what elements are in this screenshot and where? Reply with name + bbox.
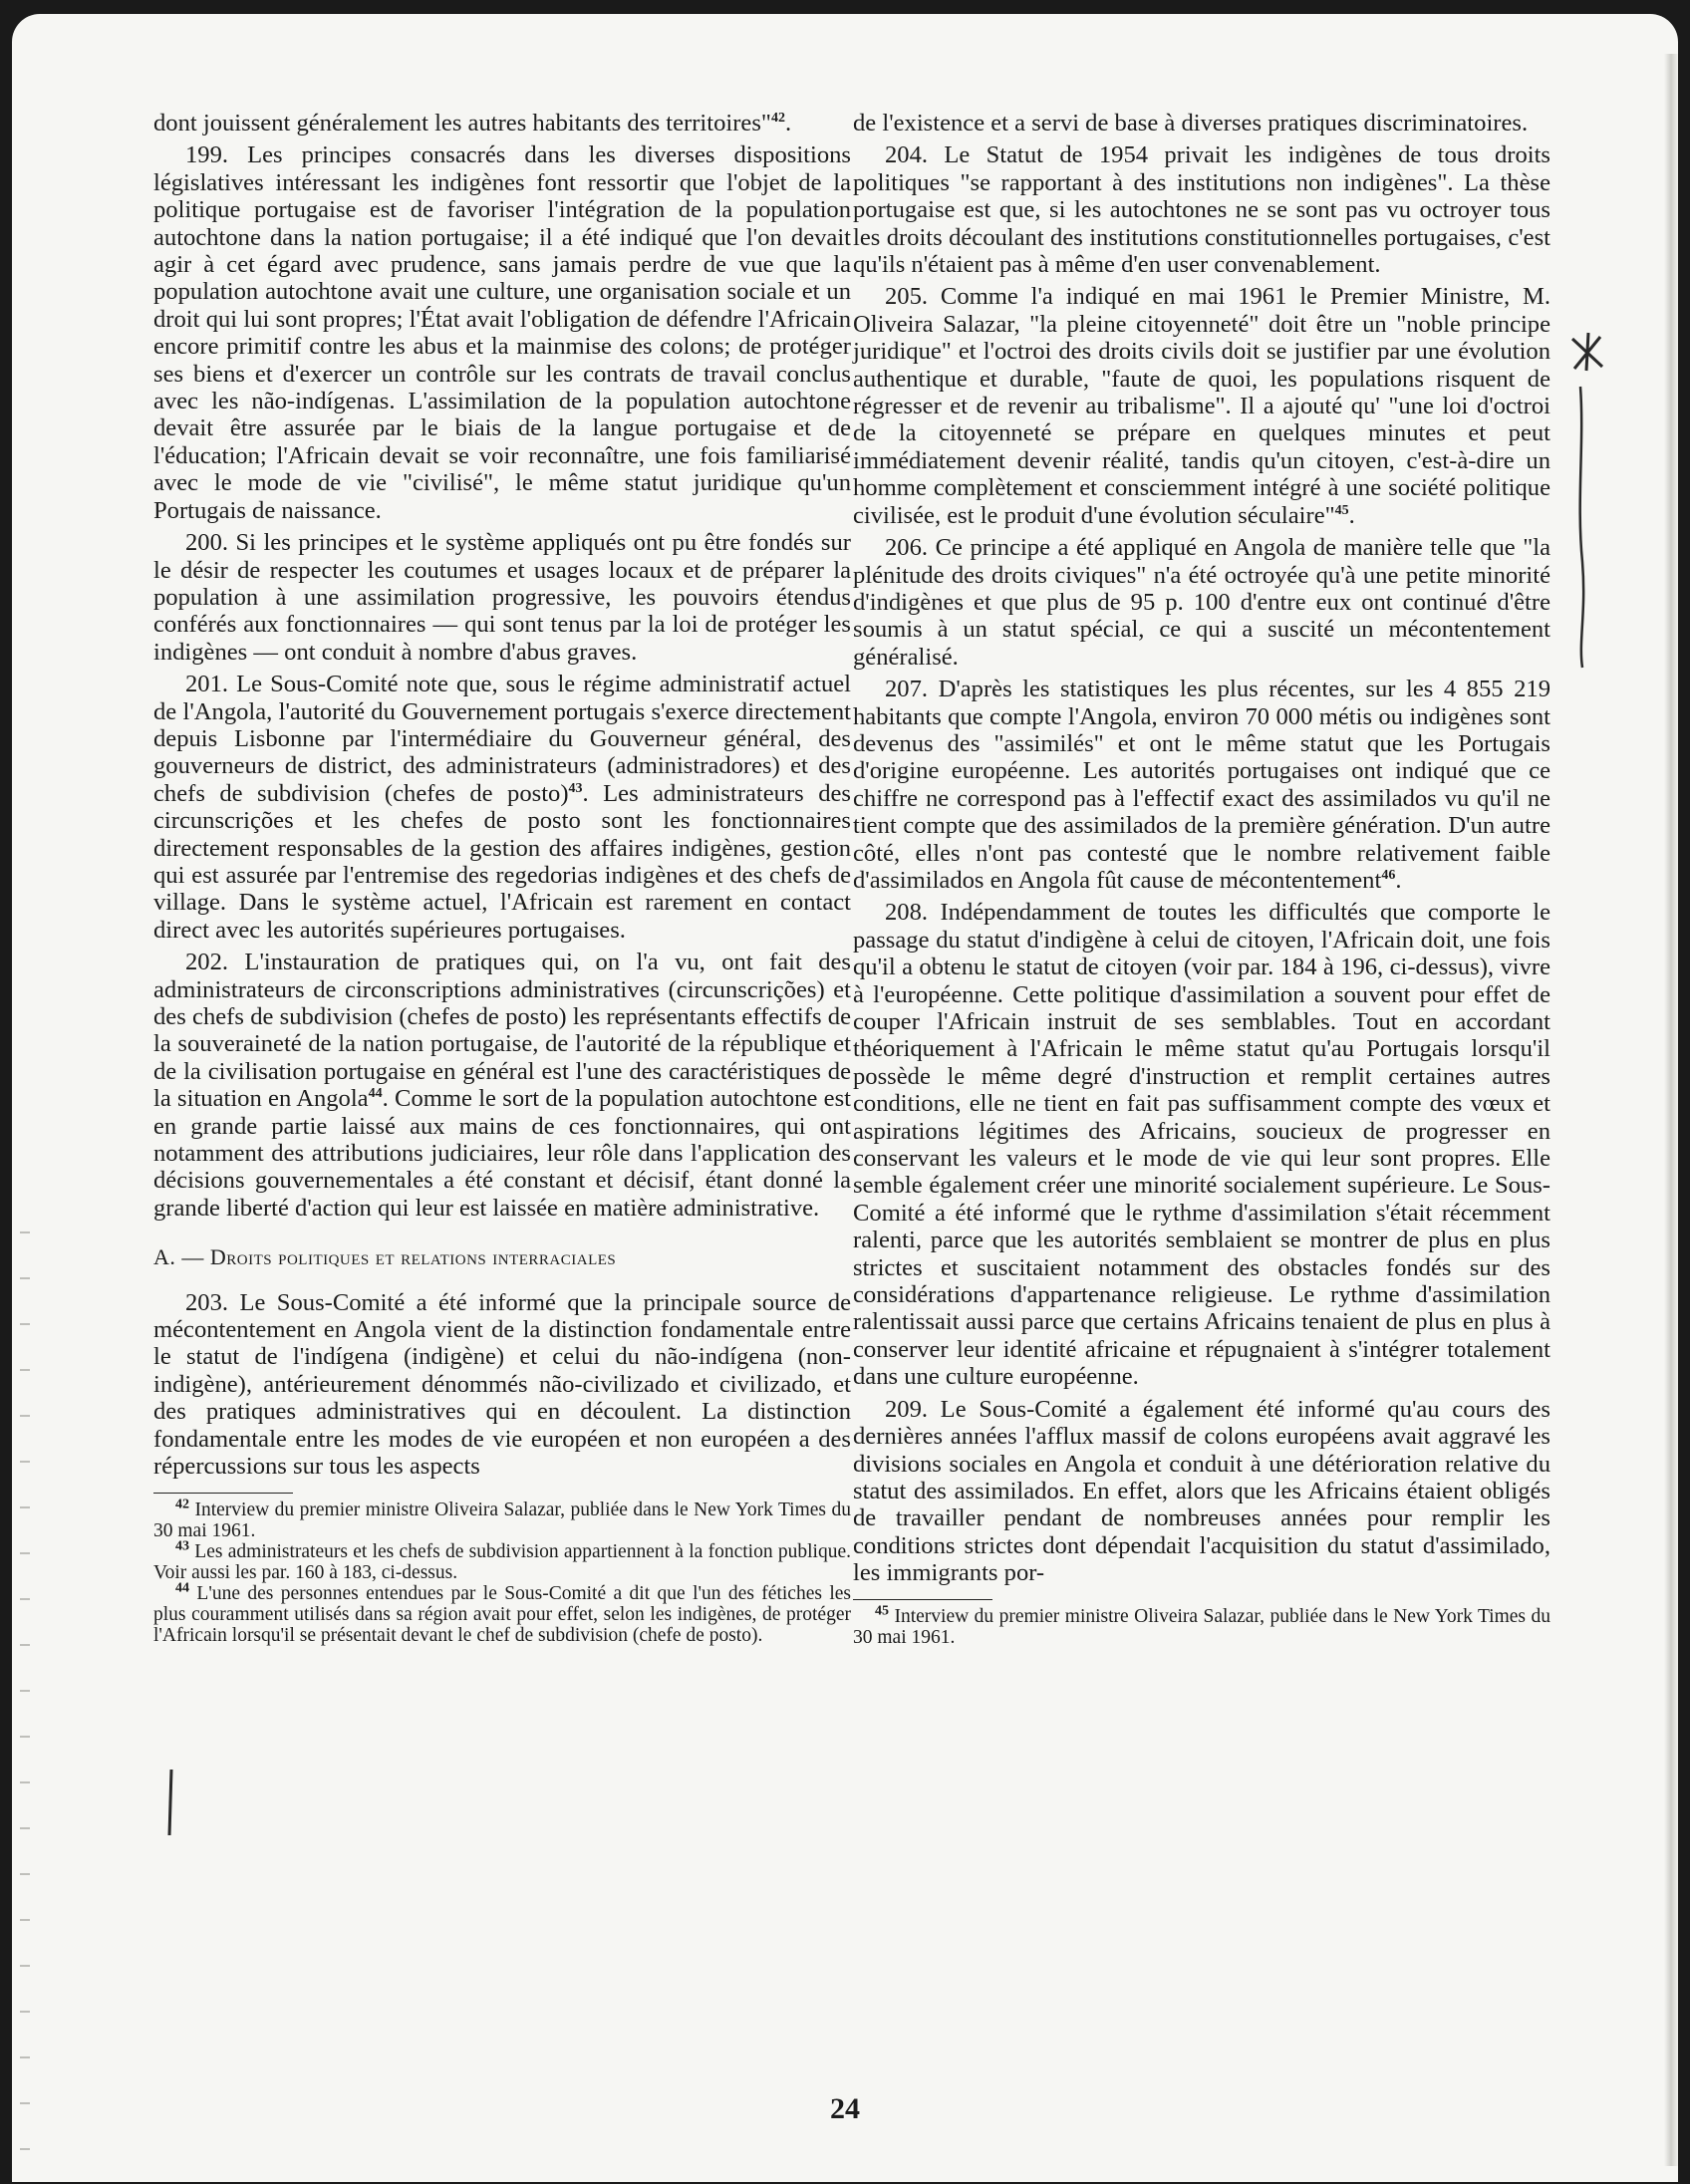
footnote-ref-46: 46 (1381, 867, 1396, 883)
footnote-rule (153, 1493, 293, 1494)
pen-mark-left-bracket-icon (161, 1768, 181, 1837)
paragraph-202: 202. L'instauration de pratiques qui, on l'a vu, ont fait des administrateurs de circonscriptions administratives (circunscrições) et des chefs de subdivision (chefes de posto) les représentants effectifs de la souveraineté de la nation portugaise, de l'autorité de la république et de la civilisation portugaise en général est l'une des caractéristiques de la situation en Angola$^{44}$. Comme le sort de la population autochtone est en grande partie laissé aux mains de ces fonctionnaires, qui ont notamment des attributions judiciaires, leur rôle dans l'application des décisions gouvernementales a été constant et décisif, étant donné la grande liberté d'action qui leur est laissée en matière administrative. (153, 949, 851, 1222)
paragraph-198-end: dont jouissent généralement les autres habitants des territoires"$^{42}$. (153, 110, 792, 136)
left-column (153, 110, 851, 1646)
footnote-ref-45: 45 (1334, 502, 1349, 518)
paragraph-208: 208. Indépendamment de toutes les difficultés que comporte le passage du statut d'indigène à celui de citoyen, l'Africain doit, une fois qu'il a obtenu le statut de citoyen (voir par. 184 à 196, ci-dessus), vivre à l'européenne. Cette politique d'assimilation a souvent pour effet de couper l'Africain instruit de ses semblables. Tout en accordant théoriquement à l'Africain le même statut qu'au Portugais lorsqu'il possède le même degré d'instruction et remplit certaines autres conditions, elle ne tient en fait pas suffisamment compte des vœux et aspirations légitimes des Africains, soucieux de progresser en conservant les valeurs et le mode de vie qui leur sont propres. Elle semble également créer une minorité socialement supérieure. Le Sous-Comité a été informé que le rythme d'assimilation s'était récemment ralenti, parce que les autorités semblaient se montrer de plus en plus strictes et suscitaient notamment des obstacles fondés sur des considérations d'appartenance religieuse. Le rythme d'assimilation ralentissait aussi parce que certains Africains tenaient de plus en plus à conserver leur identité africaine et répugnaient à s'intégrer totalement dans une culture européenne. (853, 899, 1550, 1391)
paragraph-203: 203. Le Sous-Comité a été informé que la principale source de mécontentement en Angola vient de la distinction fondamentale entre le statut de l'indígena (indigène) et celui du não-indígena (non-indigène), antérieurement dénommés não-civilizado et civilizado, et des pratiques administratives qui en découlent. La distinction fondamentale entre les modes de vie européen et non européen a des répercussions sur tous les aspects (153, 1288, 851, 1481)
paragraph-199: 199. Les principes consacrés dans les diverses dispositions législatives intéressant les indigènes font ressortir que l'objet de la politique portugaise est de favoriser l'intégration de la population autochtone dans la nation portugaise; il a été indiqué que l'on devait agir à cet égard avec prudence, sans jamais perdre de vue que la population autochtone avait une culture, une organisation sociale et un droit qui lui sont propres; l'État avait l'obligation de défendre l'Africain encore primitif contre les abus et la mainmise des colons; de protéger ses biens et d'exercer un contrôle sur les contrats de travail conclus avec les não-indígenas. L'assimilation de la population autochtone devait être assurée par le biais de la langue portugaise et de l'éducation; l'Africain devait se voir reconnaître, une fois familiarisé avec le mode de vie "civilisé", le même statut juridique qu'un Portugais de naissance. (153, 141, 851, 524)
paragraph-205: 205. Comme l'a indiqué en mai 1961 le Premier Ministre, M. Oliveira Salazar, "la pleine citoyenneté" doit être un "noble principe juridique" et l'octroi des droits civils doit se justifier par une évolution authentique et durable, "faute de quoi, les populations risquent de régresser et de revenir au tribalisme". Il a ajouté qu' "une loi d'octroi de la citoyenneté se prépare en quelques minutes et peut immédiatement devenir réalité, tandis qu'un citoyen, c'est-à-dire un homme complètement et consciemment intégré à une société politique civilisée, est le produit d'une évolution séculaire"$^{45}$. (853, 283, 1550, 529)
footnote-rule (853, 1599, 992, 1600)
paragraph-201: 201. Le Sous-Comité note que, sous le régime administratif actuel de l'Angola, l'autorité du Gouvernement portugais s'exerce directement depuis Lisbonne par l'intermédiaire du Gouverneur général, des gouverneurs de district, des administrateurs (administradores) et des chefs de subdivision (chefes de posto)$^{43}$. Les administrateurs des circunscrições et les chefes de posto sont les fonctionnaires directement responsables de la gestion des affaires indigènes, gestion qui est assurée par l'entremise des regedorias indigènes et des chefs de village. Dans le système actuel, l'Africain est rarement en contact direct avec les autorités supérieures portugaises. (153, 671, 851, 944)
footnote-ref-44: 44 (368, 1086, 383, 1102)
footnote-42: $^{42}$ Interview du premier ministre Oliveira Salazar, publiée dans le New York Times du 30 mai 1961. (153, 1497, 851, 1541)
paragraph-203-end: de l'existence et a servi de base à diverses pratiques discriminatoires. (853, 110, 1529, 136)
paragraph-204: 204. Le Statut de 1954 privait les indigènes de tous droits politiques "se rapportant à des institutions non indigènes". La thèse portugaise est que, si les autochtones ne se sont pas vu octroyer tous les droits découlant des institutions constitutionnelles portugaises, c'est qu'ils n'étaient pas à même d'en user convenablement. (853, 141, 1550, 279)
footnote-43: $^{43}$ Les administrateurs et les chefs de subdivision appartiennent à la fonction publique. Voir aussi les par. 160 à 183, ci-dessus. (153, 1538, 852, 1583)
page-number: 24 (830, 2092, 860, 2125)
section-heading: A. — Droits politiques et relations interraciales (153, 1244, 617, 1270)
pen-mark-margin-line-icon (1566, 383, 1596, 672)
footnote-ref-43: 43 (568, 780, 583, 796)
page-edge-shadow (1664, 54, 1678, 2166)
paragraph-209: 209. Le Sous-Comité a également été informé qu'au cours des dernières années l'afflux massif de colons européens avait aggravé les divisions sociales en Angola et conduit à une détérioration relative du statut des assimilados. En effet, alors que les Africains étaient obligés de travailler pendant de nombreuses années pour remplir les conditions strictes dont dépendait l'acquisition du statut d'assimilado, les immigrants por- (853, 1395, 1550, 1587)
document-page (12, 14, 1678, 2182)
footnote-44: $^{44}$ L'une des personnes entendues par le Sous-Comité a dit que l'un des fétiches les plus couramment utilisés dans sa région avait pour effet, selon les indigènes, de protéger l'Africain lorsqu'il se présentait devant le chef de subdivision (chefe de posto). (153, 1580, 851, 1646)
footnote-ref-42: 42 (770, 110, 785, 126)
footnote-45: $^{45}$ Interview du premier ministre Oliveira Salazar, publiée dans le New York Times du 30 mai 1961. (853, 1603, 1550, 1648)
paragraph-206: 206. Ce principe a été appliqué en Angola de manière telle que "la plénitude des droits civiques" n'a été octroyée qu'à une petite minorité d'indigènes et que plus de 95 p. 100 d'entre eux ont continué d'être soumis à un statut spécial, ce qui a suscité un mécontentement généralisé. (853, 534, 1550, 671)
scan-margin-marks (20, 1210, 30, 2166)
paragraph-207: 207. D'après les statistiques les plus récentes, sur les 4 855 219 habitants que compte l'Angola, environ 70 000 métis ou indigènes sont devenus des "assimilés" et ont le même statut que les Portugais d'origine européenne. Les autorités portugaises ont indiqué que ce chiffre ne correspond pas à l'effectif exact des assimilados vu qu'il ne tient compte que des assimilados de la première génération. D'un autre côté, elles n'ont pas contesté que le nombre relativement faible d'assimilados en Angola fût cause de mécontentement$^{46}$. (853, 676, 1550, 894)
pen-mark-asterisk-icon (1566, 331, 1610, 375)
right-column (853, 110, 1550, 1648)
paragraph-200: 200. Si les principes et le système appliqués ont pu être fondés sur le désir de respecter les coutumes et usages locaux et de préparer la population à une assimilation progressive, les pouvoirs étendus conférés aux fonctionnaires — qui sont tenus par la loi de protéger les indigènes — ont conduit à nombre d'abus graves. (153, 529, 851, 666)
